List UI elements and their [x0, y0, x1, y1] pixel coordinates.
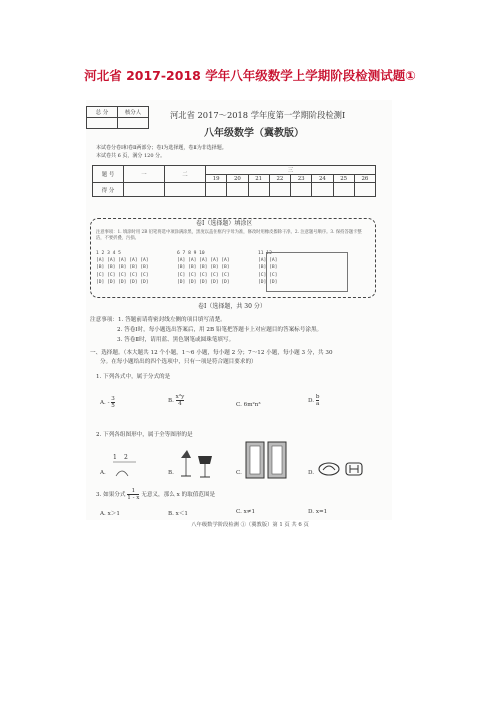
q1-b-denominator: 4	[178, 401, 182, 407]
q1-stem: 1. 下列各式中，属于分式的是	[96, 374, 171, 380]
score-cell	[333, 183, 354, 197]
q3-stem-lead: 3. 如果分式	[96, 492, 126, 498]
page-footer: 八年级数学阶段检测 ①（冀教版）第 1 页 共 6 页	[191, 522, 309, 528]
q2-figure-d-logos-icon	[318, 461, 364, 477]
bubble-option-row[interactable]: [B] [B]	[258, 265, 278, 271]
q1-a-denominator: 5	[111, 403, 115, 409]
score-table-question: 26	[354, 175, 375, 183]
id-box	[266, 252, 348, 292]
score-cell	[248, 183, 269, 197]
bubble-option-row[interactable]: [A] [A]	[258, 258, 278, 264]
score-table-group: 三	[206, 166, 376, 175]
q1-a-label: A.	[100, 400, 106, 406]
q1-option-a	[100, 396, 115, 409]
q1-option-d	[308, 394, 319, 407]
q1-d-label: D.	[308, 398, 315, 404]
score-table-question: 22	[269, 175, 290, 183]
score-table-question: 24	[312, 175, 333, 183]
score-cell	[354, 183, 375, 197]
intro-line-1: 本试卷分卷Ⅰ和卷Ⅱ两部分；卷Ⅰ为选择题，卷Ⅱ为非选择题。	[96, 145, 227, 151]
q1-option-b	[168, 394, 184, 407]
bubble-option-row[interactable]: [D] [D]	[258, 279, 278, 285]
q2-label-b: B.	[168, 470, 174, 476]
section1-heading: 一、选择题。（本大题共 12 个小题，1～6 小题，每小题 2 分；7～12 小题，每小题 3 分，共 30	[90, 350, 333, 356]
q3-numerator: 1	[127, 488, 139, 495]
q2-figure-a-icon	[110, 450, 144, 480]
q1-c-expression: 6m²n³	[243, 402, 261, 408]
q3-denominator: 1 - x	[127, 495, 140, 501]
bubble-option-row[interactable]: [D] [D] [D] [D] [D]	[177, 279, 230, 285]
score-table-question: 19	[206, 175, 227, 183]
score-cell	[312, 183, 333, 197]
notice-2: 2. 答卷Ⅰ时，每小题选出答案后，用 2B 铅笔把答题卡上对应题目的答案标号涂黑。	[117, 327, 323, 333]
score-table-group: 一	[124, 166, 165, 183]
bubble-option-row[interactable]: [A] [A] [A] [A] [A]	[177, 258, 230, 264]
score-table-question: 20	[227, 175, 248, 183]
bubble-option-row[interactable]: [C] [C]	[258, 272, 278, 278]
q1-b-label: B.	[168, 398, 174, 404]
q1-d-numerator: b	[315, 394, 320, 400]
grader-box	[86, 106, 149, 129]
q1-b-numerator: x²y	[175, 394, 185, 400]
q1-a-sign: -	[107, 400, 110, 406]
q2-label-c: C.	[236, 470, 242, 476]
q2-figure-b-lamps-icon	[178, 446, 218, 482]
q1-d-denominator: a	[315, 401, 320, 407]
bubble-option-row[interactable]: [C] [C] [C] [C] [C]	[96, 272, 149, 278]
q3-option-c: C. x≠1	[236, 509, 256, 515]
answer-card-notes: 注意事项：1. 填涂时用 2B 铅笔将选中项涂满涂黑，黑度以盖住框内字母为准，修改时用橡皮擦除干净。2. 注意题号顺序。3. 保持答题卡整洁，不要折叠、污损。	[96, 230, 362, 241]
bubble-numbers: 1 2 3 4 5	[96, 251, 121, 256]
q3-stem	[96, 488, 215, 501]
notice-1: 注意事项：1. 答题前请将密封线左侧的项目填写清楚。	[90, 317, 226, 323]
bubble-option-row[interactable]: [A] [A] [A] [A] [A]	[96, 258, 149, 264]
bubble-option-row[interactable]: [C] [C] [C] [C] [C]	[177, 272, 230, 278]
q3-option-b: B. x＜1	[168, 511, 188, 517]
score-cell	[227, 183, 248, 197]
svg-text:1: 1	[113, 454, 117, 461]
bubble-option-row[interactable]: [D] [D] [D] [D] [D]	[96, 279, 149, 285]
score-table-question: 21	[248, 175, 269, 183]
score-cell	[291, 183, 312, 197]
score-cell	[206, 183, 227, 197]
q2-label-d: D.	[308, 470, 315, 476]
q1-option-c	[236, 402, 261, 408]
document-title: 河北省 2017-2018 学年八年级数学上学期阶段检测试题①	[84, 68, 416, 83]
scanned-page	[86, 100, 392, 520]
q3-stem-tail: 无意义，那么 x 的取值范围是	[141, 492, 216, 498]
q2-figure-c-doors-icon	[244, 440, 288, 480]
grader-label: 核分人	[118, 107, 149, 118]
section1-heading-cont: 分。在每小题给出的四个选项中，只有一项是符合题目要求的）	[100, 359, 257, 365]
score-table-group: 二	[165, 166, 206, 183]
q3-option-d: D. x=1	[308, 509, 328, 515]
score-table-question: 25	[333, 175, 354, 183]
bubble-group	[177, 250, 230, 286]
bubble-group	[96, 250, 149, 286]
score-table-row-label: 题 号	[93, 166, 124, 183]
q2-stem: 2. 下列各组图形中，属于全等图形的是	[96, 432, 193, 438]
bubble-option-row[interactable]: [B] [B] [B] [B] [B]	[177, 265, 230, 271]
score-cell	[269, 183, 290, 197]
q3-option-a: A. x＞1	[100, 511, 120, 517]
total-score-cell	[87, 118, 118, 129]
score-table-question: 23	[291, 175, 312, 183]
notice-3: 3. 答卷Ⅱ时，请用蓝、黑色钢笔或圆珠笔填写。	[117, 337, 235, 343]
score-table	[92, 165, 376, 197]
intro-line-2: 本试卷共 6 页，满分 120 分。	[96, 153, 166, 159]
total-score-label: 总 分	[87, 107, 118, 118]
q1-a-numerator: 3	[111, 396, 115, 402]
q1-c-label: C.	[236, 402, 242, 408]
svg-text:2: 2	[124, 454, 128, 461]
q2-label-a: A.	[100, 470, 106, 476]
score-table-row-label: 得 分	[93, 183, 124, 197]
bubble-option-row[interactable]: [B] [B] [B] [B] [B]	[96, 265, 149, 271]
answer-card-title: 卷Ⅰ（选择题）填涂区	[196, 220, 253, 227]
bubble-numbers: 6 7 8 9 10	[177, 251, 205, 256]
grader-cell	[118, 118, 149, 129]
subject-title: 八年级数学（冀教版）	[204, 128, 304, 139]
score-cell	[165, 183, 206, 197]
part1-caption: 卷Ⅰ（选择题，共 30 分）	[198, 303, 266, 310]
score-cell	[124, 183, 165, 197]
paper-title: 河北省 2017～2018 学年度第一学期阶段检测Ⅰ	[170, 110, 346, 120]
bubble-numbers: 11 12	[258, 251, 272, 256]
